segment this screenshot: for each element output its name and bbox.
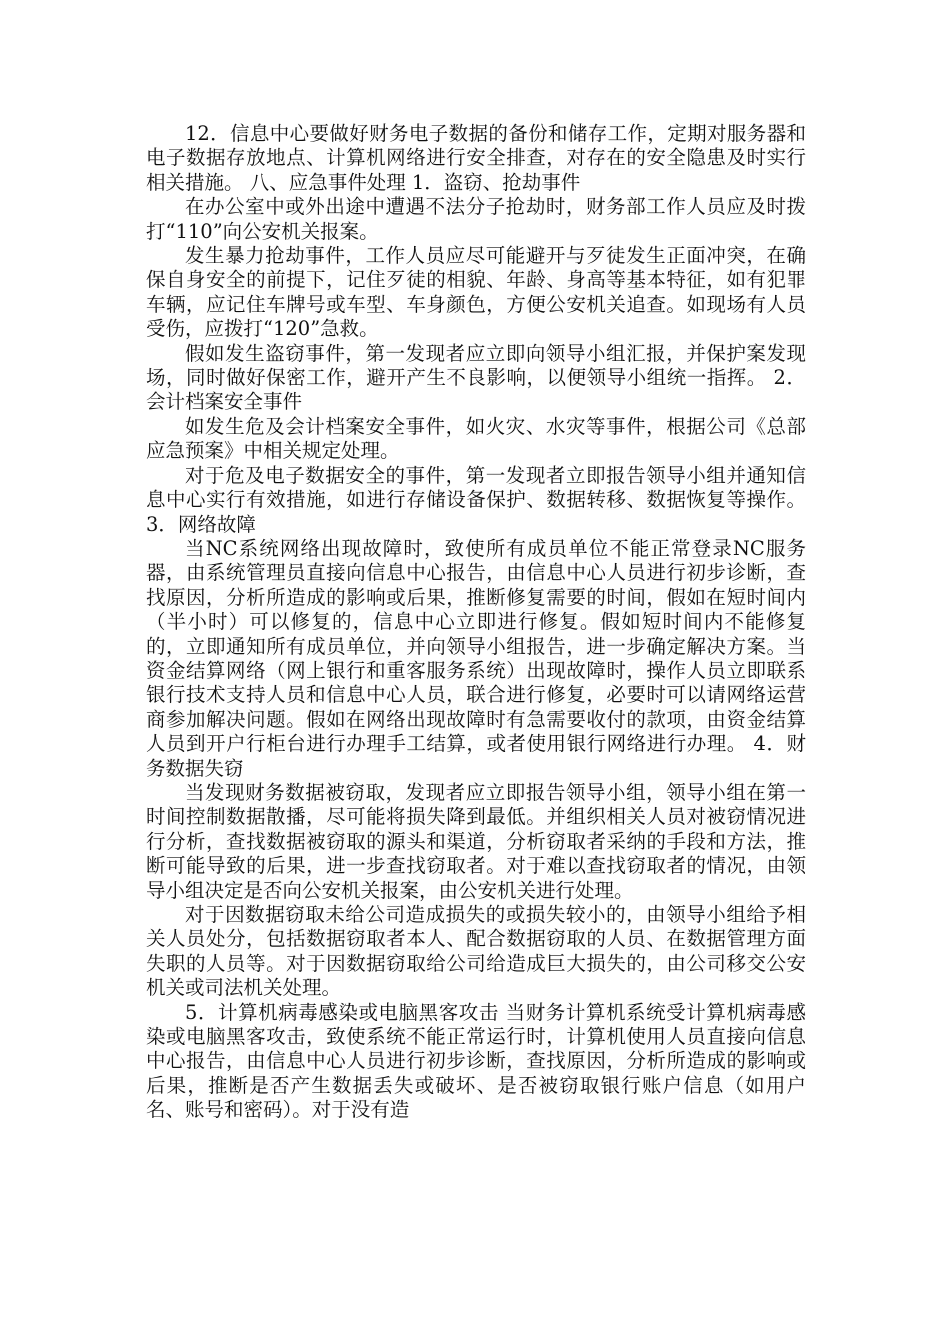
paragraph-data-loss-handling: 对于因数据窃取未给公司造成损失的或损失较小的，由领导小组给予相关人员处分，包括数据窃取者本人、配合数据窃取的人员、在数据管理方面失职的人员等。对于因数据窃取给公司给造成巨大损失的，由公司移交公安机关或司法机关处理。 bbox=[146, 903, 806, 1000]
paragraph-robbery-report: 在办公室中或外出途中遭遇不法分子抢劫时，财务部工作人员应及时拨打“110”向公安机关报案。 bbox=[146, 195, 806, 243]
paragraph-network-failure: 当NC系统网络出现故障时，致使所有成员单位不能正常登录NC服务器，由系统管理员直接向信息中心报告，由信息中心人员进行初步诊断，查找原因，分析所造成的影响或后果，推断修复需要的时间，假如在短时间内（半小时）可以修复的，信息中心立即进行修复。假如短时间内不能修复的，立即通知所有成员单位，并向领导小组报告，进一步确定解决方案。当资金结算网络（网上银行和重客服务系统）出现故障时，操作人员立即联系银行技术支持人员和信息中心人员，联合进行修复，必要时可以请网络运营商参加解决问题。假如在网络出现故障时有急需要收付的款项，由资金结算人员到开户行柜台进行办理手工结算，或者使用银行网络进行办理。 4．财务数据失窃 bbox=[146, 536, 806, 780]
paragraph-electronic-data: 对于危及电子数据安全的事件，第一发现者立即报告领导小组并通知信息中心实行有效措施，如进行存储设备保护、数据转移、数据恢复等操作。 3．网络故障 bbox=[146, 463, 806, 536]
paragraph-backup-and-theft: 12．信息中心要做好财务电子数据的备份和储存工作，定期对服务器和电子数据存放地点、计算机网络进行安全排查，对存在的安全隐患及时实行相关措施。 八、应急事件处理 1．盗窃、抢劫事件 bbox=[146, 122, 806, 194]
paragraph-data-stolen: 当发现财务数据被窃取，发现者应立即报告领导小组，领导小组在第一时间控制数据散播，尽可能将损失降到最低。并组织相关人员对被窃情况进行分析，查找数据被窃取的源头和渠道，分析窃取者采纳的手段和方法，推断可能导致的后果，进一步查找窃取者。对于难以查找窃取者的情况，由领导小组决定是否向公安机关报案，由公安机关进行处理。 bbox=[146, 780, 806, 902]
document-body bbox=[146, 122, 806, 1123]
paragraph-virus-attack: 5．计算机病毒感染或电脑黑客攻击 当财务计算机系统受计算机病毒感染或电脑黑客攻击，致使系统不能正常运行时，计算机使用人员直接向信息中心报告，由信息中心人员进行初步诊断，查找原因，分析所造成的影响或后果，推断是否产生数据丢失或破坏、是否被窃取银行账户信息（如用户名、账号和密码）。对于没有造 bbox=[146, 1000, 806, 1122]
paragraph-theft-event: 假如发生盗窃事件，第一发现者应立即向领导小组汇报，并保护案发现场，同时做好保密工作，避开产生不良影响，以便领导小组统一指挥。 2．会计档案安全事件 bbox=[146, 341, 806, 414]
paragraph-violent-robbery: 发生暴力抢劫事件，工作人员应尽可能避开与歹徒发生正面冲突，在确保自身安全的前提下，记住歹徒的相貌、年龄、身高等基本特征，如有犯罪车辆，应记住车牌号或车型、车身颜色，方便公安机关追查。如现场有人员受伤，应拨打“120”急救。 bbox=[146, 244, 806, 341]
paragraph-archive-safety: 如发生危及会计档案安全事件，如火灾、水灾等事件，根据公司《总部应急预案》中相关规定处理。 bbox=[146, 414, 806, 463]
